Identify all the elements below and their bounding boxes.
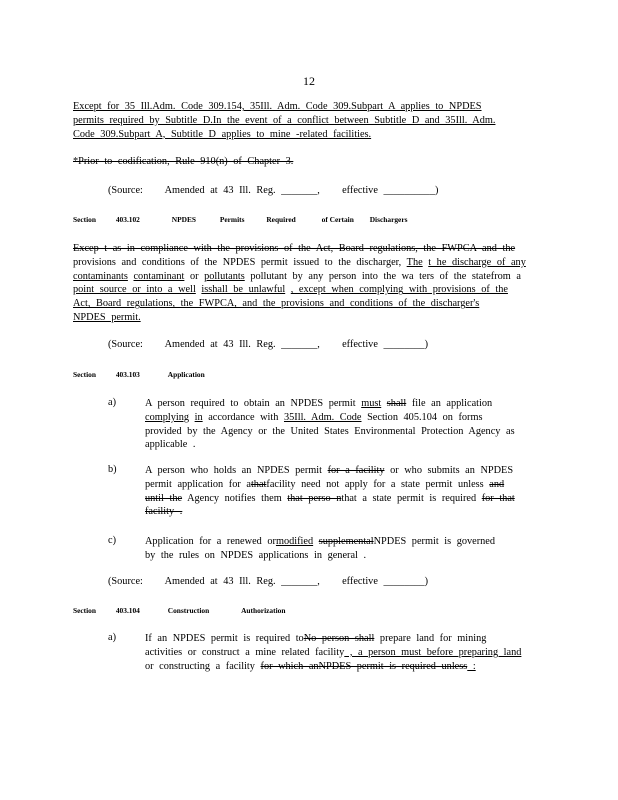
deleted-text: until the: [145, 492, 183, 504]
para-line: Act, Board regulations, the FWPCA, and the provisions and conditions of the discharger's: [73, 298, 480, 310]
para-line: NPDES permit.: [73, 311, 141, 323]
inserted-text: contaminant: [133, 270, 185, 282]
item-line: [145, 646, 545, 660]
para-line: [73, 283, 543, 297]
item-line: [145, 632, 545, 646]
inserted-text: , except when complying with provisions of the: [290, 284, 508, 296]
item-label-b: b): [108, 464, 117, 475]
inserted-text: t he discharge of any: [428, 256, 526, 268]
section-number: 403.102: [115, 215, 140, 224]
source-effective: effective: [342, 576, 378, 587]
source-blank: __________): [383, 185, 439, 196]
deleted-text: shall: [386, 398, 407, 409]
inserted-text: contaminants: [73, 270, 128, 282]
section-title-word: NPDES: [171, 215, 196, 224]
item-text: Application for a renewed or: [145, 536, 276, 547]
item-line: [145, 660, 545, 674]
item-line: [145, 535, 545, 549]
item-text: permit application for a: [145, 478, 251, 490]
inserted-text: , a person must before preparing land: [344, 646, 522, 658]
section-label: Section: [73, 215, 96, 224]
section-title-word: Required: [266, 215, 296, 224]
item-text: or constructing a facility: [145, 660, 255, 672]
source-label: (Source:: [108, 339, 143, 350]
inserted-text: The: [406, 256, 423, 268]
para-line: Excep t as in compliance with the provisions of the Act, Board regulations, the FWPCA and the: [73, 243, 516, 254]
item-text: A person required to obtain an NPDES permit: [145, 398, 356, 409]
item-103-b: [145, 464, 545, 519]
deleted-text: and: [489, 478, 505, 490]
source-blank: ________): [383, 576, 429, 587]
section-heading-403-104: [73, 606, 285, 615]
footnote: [73, 155, 543, 169]
item-line: [145, 464, 545, 478]
inserted-text: point source or into a well: [73, 284, 196, 296]
item-text: If an NPDES permit is required to: [145, 633, 304, 644]
source-blank: _______,: [281, 339, 320, 350]
source-text: Amended at 43 Ill. Reg.: [164, 185, 276, 196]
item-line: [145, 411, 545, 425]
item-103-c: [145, 535, 545, 563]
source-note-1: [108, 185, 438, 196]
source-effective: effective: [342, 339, 378, 350]
source-note-2: [108, 339, 428, 350]
item-text: NPDES permit is governed: [373, 536, 496, 547]
intro-line: permits required by Subtitle D.In the event of a conflict between Subtitle D and 35Ill. Adm.: [73, 114, 496, 126]
item-label-c: c): [108, 535, 116, 546]
item-line: by the rules on NPDES applications in general .: [145, 549, 367, 561]
section-label: Section: [73, 370, 96, 379]
section-number: 403.104: [115, 606, 140, 615]
section-title-word: Permits: [219, 215, 245, 224]
inserted-text: isshall be unlawful: [201, 284, 286, 296]
item-text: Agency notifies them: [187, 492, 282, 504]
item-line: [145, 397, 545, 411]
item-text: file an application: [411, 398, 493, 409]
inserted-text: modified: [275, 536, 314, 547]
inserted-text: complying: [145, 411, 190, 423]
item-text: Section 405.104 on forms: [367, 411, 483, 423]
item-label-104-a: a): [108, 632, 116, 643]
item-104-a: [145, 632, 545, 673]
inserted-text: pollutants: [204, 270, 245, 282]
inserted-text: :: [467, 660, 476, 672]
deleted-text: that: [250, 478, 267, 490]
item-line: facility .: [145, 506, 183, 518]
deleted-text: for a facility: [327, 465, 385, 476]
section-title-word: Dischargers: [369, 215, 408, 224]
item-text: or who submits an NPDES: [390, 465, 514, 476]
para-text: pollutant by any person into the wa ters of the statefrom a: [250, 270, 521, 282]
source-label: (Source:: [108, 576, 143, 587]
source-note-3: [108, 576, 428, 587]
deleted-text: for that: [481, 492, 515, 504]
source-text: Amended at 43 Ill. Reg.: [164, 339, 276, 350]
inserted-text: must: [361, 398, 382, 409]
inserted-text: 35Ill. Adm. Code: [283, 411, 362, 423]
item-text: prepare land for mining: [379, 633, 487, 644]
item-line: [145, 478, 545, 492]
item-line: [145, 492, 545, 506]
deleted-text: for which anNPDES permit is required unless: [260, 660, 468, 672]
para-line: [73, 256, 543, 270]
section-title-word: Authorization: [241, 606, 286, 615]
intro-line: Except for 35 Ill.Adm. Code 309.154, 35Ill. Adm. Code 309.Subpart A applies to NPDES: [73, 101, 482, 112]
item-text: accordance with: [208, 411, 279, 423]
item-text: facility need not apply for a state permit unless: [266, 478, 484, 490]
item-line: applicable .: [145, 439, 196, 451]
section-heading-403-103: [73, 370, 205, 379]
intro-line: Code 309.Subpart A, Subtitle D applies to mine -related facilities.: [73, 128, 372, 140]
page-number: 12: [303, 74, 315, 88]
deleted-text: No person shall: [303, 633, 375, 644]
footnote-text: *Prior to codification, Rule 910(n) of Chapter 3.: [73, 156, 294, 167]
section-label: Section: [73, 606, 96, 615]
source-label: (Source:: [108, 185, 143, 196]
deleted-text: supplemental: [318, 536, 374, 547]
source-blank: ________): [383, 339, 429, 350]
section-title-word: Construction: [167, 606, 210, 615]
source-text: Amended at 43 Ill. Reg.: [164, 576, 276, 587]
item-text: activities or construct a mine related facility: [145, 646, 345, 658]
item-line: provided by the Agency or the United States Environmental Protection Agency as: [145, 425, 515, 437]
item-text: A person who holds an NPDES permit: [145, 465, 323, 476]
source-effective: effective: [342, 185, 378, 196]
para-text: provisions and conditions of the NPDES permit issued to the discharger,: [73, 256, 402, 268]
item-text: that a state permit is required: [341, 492, 477, 504]
paragraph-403-102: [73, 242, 543, 325]
section-heading-403-102: [73, 215, 407, 224]
para-text: or: [189, 270, 199, 282]
section-title: Application: [167, 370, 205, 379]
item-103-a: [145, 397, 545, 452]
item-label-a: a): [108, 397, 116, 408]
para-line: [73, 270, 543, 284]
source-blank: _______,: [281, 576, 320, 587]
section-number: 403.103: [115, 370, 140, 379]
intro-paragraph: [73, 100, 543, 141]
section-title-word: of Certain: [321, 215, 354, 224]
deleted-text: that perso n: [287, 492, 342, 504]
source-blank: _______,: [281, 185, 320, 196]
inserted-text: in: [194, 411, 203, 423]
